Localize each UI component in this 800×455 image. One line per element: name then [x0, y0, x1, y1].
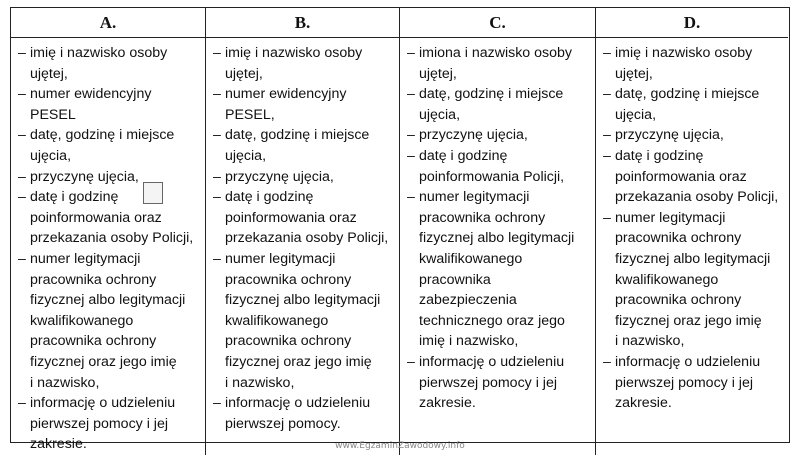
option-a-cell [11, 38, 206, 455]
list-item: – datę i godzinę poinformowania oraz przekazania osoby Policji, [213, 187, 393, 249]
watermark: www.EgzaminZawodowy.info [335, 441, 465, 451]
list-item: – przyczynę ujęcia, [603, 125, 782, 146]
list-item: – datę i godzinę poinformowania oraz przekazania osoby Policji, [603, 146, 782, 208]
list-item: – datę, godzinę i miejsce ujęcia, [603, 84, 782, 125]
column-header-c: C. [400, 8, 596, 38]
list-item: – datę, godzinę i miejsce ujęcia, [213, 125, 393, 166]
column-header-d: D. [596, 8, 788, 38]
column-header-a: A. [11, 8, 206, 38]
list-item: – numer ewidencyjny PESEL [18, 84, 199, 125]
list-item: – przyczynę ujęcia, [213, 167, 393, 188]
list-item: – numer ewidencyjny PESEL, [213, 84, 393, 125]
option-c-cell [400, 38, 596, 455]
list-item: – numer legitymacji pracownika ochrony fizycznej albo legitymacji kwalifikowanego pracownika ochrony fizycznej oraz jego imię i nazwisko, [18, 249, 199, 393]
option-d-cell [596, 38, 788, 455]
list-item: – numer legitymacji pracownika ochrony fizycznej albo legitymacji kwalifikowanego pracownika zabezpieczenia technicznego oraz jego imię i nazwisko, [407, 187, 589, 352]
list-item: – informację o udzieleniu pierwszej pomocy i jej zakresie. [407, 352, 589, 414]
list-item: – imię i nazwisko osoby ujętej, [213, 43, 393, 84]
list-item: – datę, godzinę i miejsce ujęcia, [407, 84, 589, 125]
list-item: – numer legitymacji pracownika ochrony fizycznej albo legitymacji kwalifikowanego pracownika ochrony fizycznej oraz jego imię i nazwisko, [213, 249, 393, 393]
list-item: – przyczynę ujęcia, [407, 125, 589, 146]
list-item: – datę, godzinę i miejsce ujęcia, [18, 125, 199, 166]
list-item: – numer legitymacji pracownika ochrony fizycznej albo legitymacji kwalifikowanego pracownika ochrony fizycznej oraz jego imię i nazwisko, [603, 208, 782, 352]
list-item: – przyczynę ujęcia, [18, 167, 199, 188]
list-item: – datę i godzinę poinformowania Policji, [407, 146, 589, 187]
option-b-cell [206, 38, 400, 455]
list-item: – datę i godzinę poinformowania oraz przekazania osoby Policji, [18, 187, 199, 249]
list-item: – informację o udzieleniu pierwszej pomocy. [213, 393, 393, 434]
list-item: – informację o udzieleniu pierwszej pomocy i jej zakresie. [603, 352, 782, 414]
site-stamp-icon [143, 182, 163, 204]
list-item: – informację o udzieleniu pierwszej pomocy i jej zakresie. [18, 393, 199, 455]
list-item: – imiona i nazwisko osoby ujętej, [407, 43, 589, 84]
list-item: – imię i nazwisko osoby ujętej, [603, 43, 782, 84]
list-item: – imię i nazwisko osoby ujętej, [18, 43, 199, 84]
column-header-b: B. [206, 8, 400, 38]
